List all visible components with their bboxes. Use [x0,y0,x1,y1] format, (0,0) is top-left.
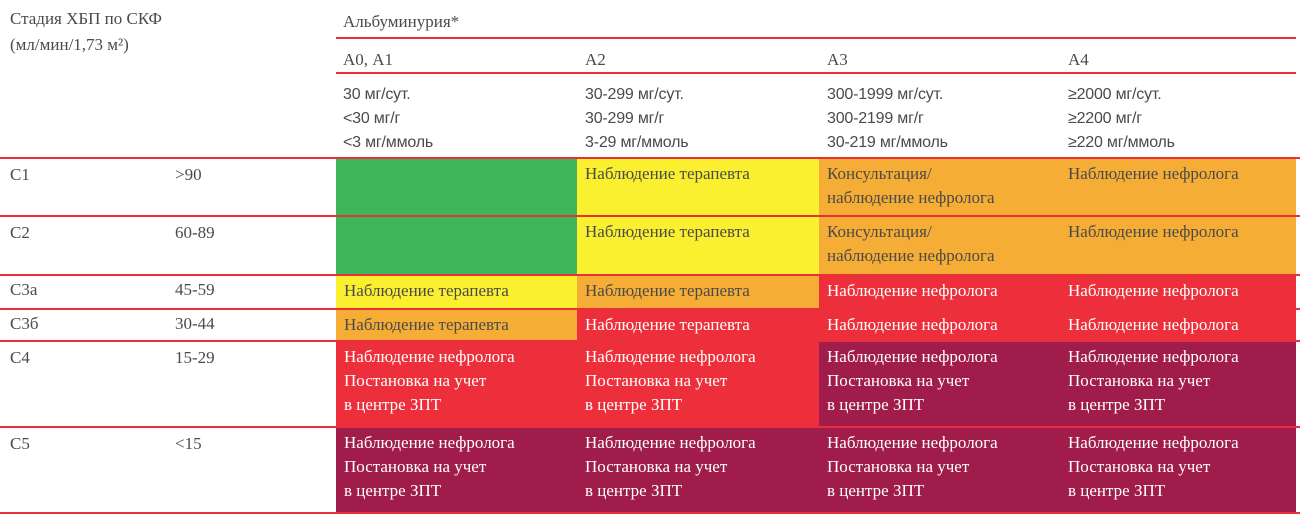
column-label-a0-a1: А0, А1 [343,50,394,69]
cell-text: Наблюдение нефролога [585,433,756,452]
table-row [0,428,1300,512]
row-gfr: 15-29 [175,348,215,367]
cell-text: в центре ЗПТ [1068,395,1166,414]
table-divider [0,512,1300,514]
table-cell [819,276,1060,308]
cell-text: Наблюдение нефролога [827,281,998,300]
cell-text: Наблюдение терапевта [585,222,750,241]
cell-text: Наблюдение терапевта [585,315,750,334]
table-cell [1060,428,1296,512]
stage-header-line2: (мл/мин/1,73 м²) [10,35,129,54]
table-row [0,217,1300,274]
header-divider [336,37,1296,39]
table-cell [1060,310,1296,340]
row-gfr: 45-59 [175,280,215,299]
cell-text: в центре ЗПТ [344,395,442,414]
cell-text: Наблюдение нефролога [1068,347,1239,366]
cell-text: Постановка на учет [1068,371,1211,390]
row-gfr: 60-89 [175,223,215,242]
cell-text: Наблюдение нефролога [1068,281,1239,300]
table-cell [336,310,577,340]
table-cell [819,428,1060,512]
row-stage: С1 [10,165,30,184]
cell-text: Консультация/ [827,164,932,183]
albuminuria-header: Альбуминурия* [343,12,460,31]
table-cell [1060,276,1296,308]
row-gfr: <15 [175,434,202,453]
row-stage: С3а [10,280,38,299]
table-cell [1060,159,1296,215]
cell-text: Наблюдение терапевта [585,281,750,300]
table-cell [819,310,1060,340]
row-stage: С3б [10,314,39,333]
table-cell [577,342,819,426]
table-cell [577,217,819,274]
cell-text: Наблюдение нефролога [1068,222,1239,241]
cell-text: Постановка на учет [585,457,728,476]
table-cell [819,217,1060,274]
row-gfr: 30-44 [175,314,215,333]
table-cell [577,159,819,215]
column-criteria-a0-a1 [343,83,433,155]
table-cell [336,159,577,215]
table-cell [336,276,577,308]
table-cell [577,428,819,512]
row-stage: С5 [10,434,30,453]
cell-text: Наблюдение нефролога [827,433,998,452]
table-row [0,159,1300,215]
table-row [0,310,1300,340]
table-row [0,342,1300,426]
cell-text: Наблюдение нефролога [344,433,515,452]
cell-text: Консультация/ [827,222,932,241]
column-label-a3: А3 [827,50,848,69]
table-cell [1060,342,1296,426]
cell-text: Постановка на учет [344,457,487,476]
cell-text: в центре ЗПТ [827,481,925,500]
column-label-a4: А4 [1068,50,1089,69]
cell-text: Наблюдение нефролога [585,347,756,366]
row-stage: С2 [10,223,30,242]
criteria-line: 300-1999 мг/сут. [827,86,944,103]
stage-header-line1: Стадия ХБП по СКФ [10,9,162,28]
cell-text: Наблюдение терапевта [344,281,509,300]
criteria-line: 30-299 мг/г [585,110,665,127]
cell-text: в центре ЗПТ [1068,481,1166,500]
table-row [0,276,1300,308]
criteria-line: 30 мг/сут. [343,86,411,103]
criteria-line: ≥2000 мг/сут. [1068,86,1162,103]
cell-text: Постановка на учет [585,371,728,390]
cell-text: Постановка на учет [344,371,487,390]
criteria-line: <30 мг/г [343,110,401,127]
criteria-line: <3 мг/ммоль [343,134,433,151]
criteria-line: 3-29 мг/ммоль [585,134,689,151]
stage-gfr-header [10,6,310,58]
header-divider [336,72,1296,74]
cell-text: Постановка на учет [827,457,970,476]
cell-text: в центре ЗПТ [344,481,442,500]
cell-text: Наблюдение нефролога [344,347,515,366]
cell-text: наблюдение нефролога [827,246,995,265]
table-cell [336,217,577,274]
criteria-line: ≥220 мг/ммоль [1068,134,1175,151]
cell-text: Наблюдение нефролога [1068,433,1239,452]
column-criteria-a2 [585,83,688,155]
column-label-a2: А2 [585,50,606,69]
criteria-line: 30-299 мг/сут. [585,86,684,103]
cell-text: в центре ЗПТ [585,481,683,500]
cell-text: в центре ЗПТ [585,395,683,414]
table-cell [336,428,577,512]
criteria-line: ≥2200 мг/г [1068,110,1142,127]
cell-text: Наблюдение нефролога [827,315,998,334]
row-gfr: >90 [175,165,202,184]
cell-text: Постановка на учет [827,371,970,390]
table-cell [577,310,819,340]
cell-text: Наблюдение нефролога [1068,315,1239,334]
table-cell [819,159,1060,215]
column-criteria-a4 [1068,83,1175,155]
table-cell [577,276,819,308]
table-cell [819,342,1060,426]
cell-text: Наблюдение терапевта [585,164,750,183]
cell-text: Постановка на учет [1068,457,1211,476]
criteria-line: 300-2199 мг/г [827,110,924,127]
cell-text: Наблюдение нефролога [827,347,998,366]
column-criteria-a3 [827,83,948,155]
cell-text: Наблюдение нефролога [1068,164,1239,183]
row-stage: С4 [10,348,30,367]
criteria-line: 30-219 мг/ммоль [827,134,948,151]
cell-text: в центре ЗПТ [827,395,925,414]
cell-text: Наблюдение терапевта [344,315,509,334]
table-cell [336,342,577,426]
table-cell [1060,217,1296,274]
cell-text: наблюдение нефролога [827,188,995,207]
